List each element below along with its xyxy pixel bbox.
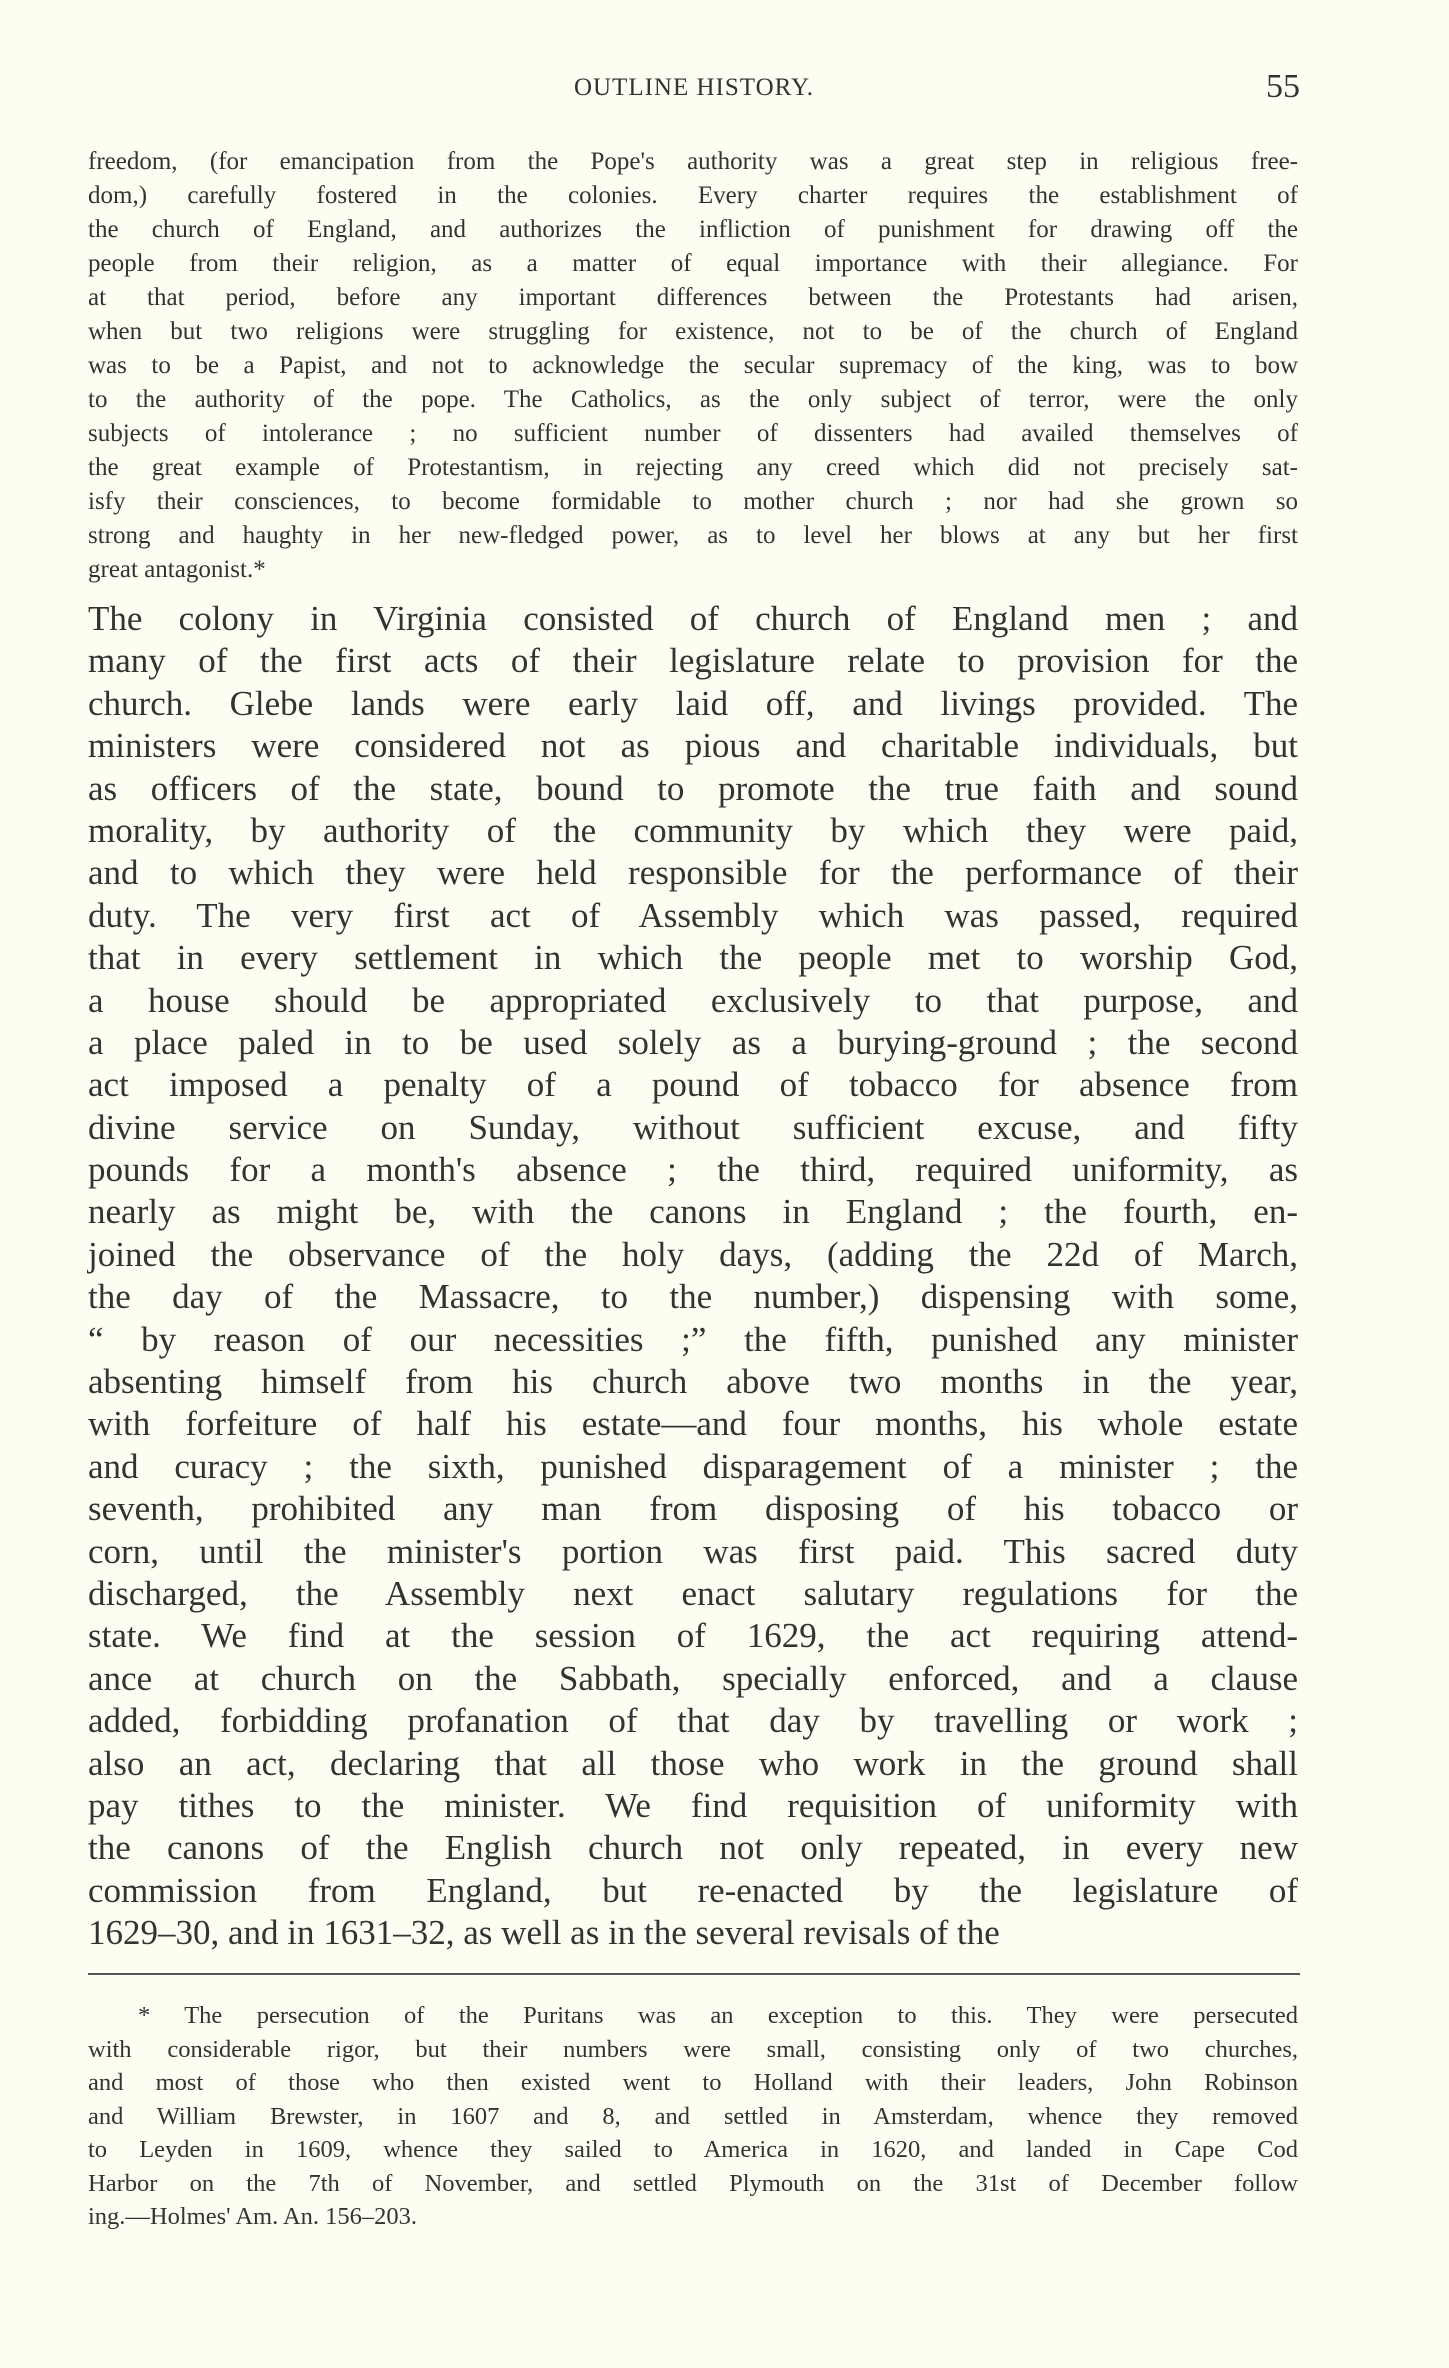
text-line: subjects of intolerance ; no sufficient number of dissenters had availed themselves of bbox=[88, 420, 1298, 447]
text-line: to the authority of the pope. The Catholics, as the only subject of terror, were the only bbox=[88, 386, 1298, 413]
text-line: dom,) carefully fostered in the colonies. Every charter requires the establishment of bbox=[88, 182, 1298, 209]
footnote bbox=[88, 1999, 1298, 2234]
text-line: pounds for a month's absence ; the third, required uniformity, as bbox=[88, 1150, 1298, 1190]
text-line: added, forbidding profanation of that day by travelling or work ; bbox=[88, 1701, 1298, 1741]
text-line: the canons of the English church not only repeated, in every new bbox=[88, 1828, 1298, 1868]
text-line: was to be a Papist, and not to acknowledge the secular supremacy of the king, was to bow bbox=[88, 352, 1298, 379]
page-number: 55 bbox=[1266, 68, 1300, 105]
text-line: many of the first acts of their legislature relate to provision for the bbox=[88, 641, 1298, 681]
text-line: corn, until the minister's portion was first paid. This sacred duty bbox=[88, 1531, 1298, 1571]
text-line: freedom, (for emancipation from the Pope's authority was a great step in religious free- bbox=[88, 148, 1298, 175]
text-line: as officers of the state, bound to promote the true faith and sound bbox=[88, 768, 1298, 808]
text-line: divine service on Sunday, without sufficient excuse, and fifty bbox=[88, 1107, 1298, 1147]
text-line: the great example of Protestantism, in rejecting any creed which did not precisely sat- bbox=[88, 454, 1298, 481]
text-line: and to which they were held responsible for the performance of their bbox=[88, 853, 1298, 893]
text-line: church. Glebe lands were early laid off, and livings provided. The bbox=[88, 683, 1298, 723]
text-line: commission from England, but re-enacted by the legislature of bbox=[88, 1870, 1298, 1910]
running-title: OUTLINE HISTORY. bbox=[573, 74, 815, 101]
text-line: Harbor on the 7th of November, and settled Plymouth on the 31st of December follow bbox=[88, 2169, 1298, 2197]
text-line: great antagonist.* bbox=[88, 556, 266, 583]
text-line: 1629–30, and in 1631–32, as well as in the several revisals of the bbox=[88, 1913, 1000, 1953]
text-line: and most of those who then existed went to Holland with their leaders, John Robinson bbox=[88, 2069, 1298, 2096]
text-line: with considerable rigor, but their numbers were small, consisting only of two churches, bbox=[88, 2035, 1298, 2063]
text-line: act imposed a penalty of a pound of tobacco for absence from bbox=[88, 1065, 1298, 1105]
text-line: people from their religion, as a matter of equal importance with their allegiance. For bbox=[88, 250, 1298, 277]
text-line: absenting himself from his church above two months in the year, bbox=[88, 1362, 1298, 1402]
text-line: state. We find at the session of 1629, the act requiring attend- bbox=[88, 1616, 1298, 1656]
text-line: The colony in Virginia consisted of church of England men ; and bbox=[88, 599, 1298, 638]
text-line: * The persecution of the Puritans was an exception to this. They were persecuted bbox=[138, 2002, 1298, 2029]
text-line: seventh, prohibited any man from disposing of his tobacco or bbox=[88, 1489, 1298, 1529]
text-line: a place paled in to be used solely as a burying-ground ; the second bbox=[88, 1022, 1298, 1062]
text-line: morality, by authority of the community by which they were paid, bbox=[88, 810, 1298, 850]
text-line: the church of England, and authorizes the infliction of punishment for drawing off the bbox=[88, 216, 1298, 243]
continued-paragraph bbox=[88, 145, 1298, 587]
text-line: discharged, the Assembly next enact salutary regulations for the bbox=[88, 1573, 1298, 1613]
page-header bbox=[88, 68, 1300, 108]
text-line: “ by reason of our necessities ;” the fifth, punished any minister bbox=[88, 1319, 1298, 1359]
text-line: ministers were considered not as pious and charitable individuals, but bbox=[88, 726, 1298, 766]
main-paragraph bbox=[88, 598, 1298, 1955]
text-line: isfy their consciences, to become formidable to mother church ; nor had she grown so bbox=[88, 488, 1298, 515]
text-line: also an act, declaring that all those who work in the ground shall bbox=[88, 1743, 1298, 1783]
text-line: that in every settlement in which the people met to worship God, bbox=[88, 938, 1298, 978]
text-line: nearly as might be, with the canons in England ; the fourth, en- bbox=[88, 1192, 1298, 1232]
text-line: the day of the Massacre, to the number,) dispensing with some, bbox=[88, 1277, 1298, 1317]
text-line: with forfeiture of half his estate—and four months, his whole estate bbox=[88, 1404, 1298, 1444]
text-line: ance at church on the Sabbath, specially enforced, and a clause bbox=[88, 1658, 1298, 1698]
text-line: to Leyden in 1609, whence they sailed to America in 1620, and landed in Cape Cod bbox=[88, 2136, 1298, 2163]
footnote-divider bbox=[88, 1973, 1300, 1975]
text-line: strong and haughty in her new-fledged power, as to level her blows at any but her first bbox=[88, 522, 1298, 549]
text-line: and curacy ; the sixth, punished disparagement of a minister ; the bbox=[88, 1446, 1298, 1486]
text-line: and William Brewster, in 1607 and 8, and settled in Amsterdam, whence they removed bbox=[88, 2102, 1298, 2130]
text-line: duty. The very first act of Assembly which was passed, required bbox=[88, 895, 1298, 935]
text-line: joined the observance of the holy days, (adding the 22d of March, bbox=[88, 1234, 1298, 1274]
text-line: pay tithes to the minister. We find requisition of uniformity with bbox=[88, 1785, 1298, 1825]
text-line: a house should be appropriated exclusively to that purpose, and bbox=[88, 980, 1298, 1020]
text-line: when but two religions were struggling for existence, not to be of the church of England bbox=[88, 318, 1298, 345]
text-line: at that period, before any important differences between the Protestants had arisen, bbox=[88, 284, 1298, 311]
text-line: ing.—Holmes' Am. An. 156–203. bbox=[88, 2203, 418, 2230]
